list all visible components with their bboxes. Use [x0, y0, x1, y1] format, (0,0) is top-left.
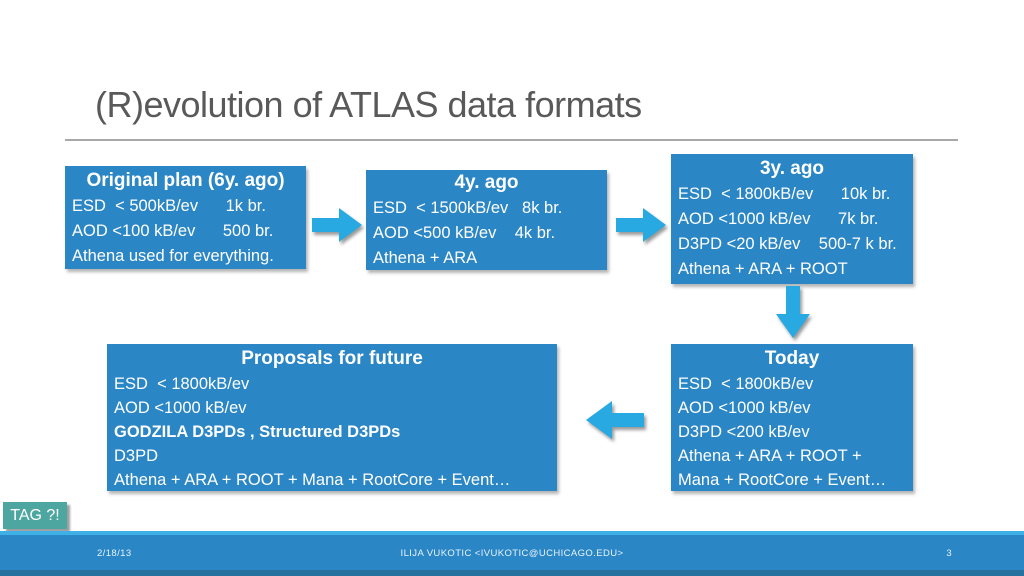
box-proposals-line: AOD <1000 kB/ev	[114, 399, 247, 417]
footer-date: 2/18/13	[97, 548, 132, 559]
title-underline	[65, 139, 958, 141]
box-today-line: Mana + RootCore + Event…	[678, 471, 887, 489]
box-three-years-ago-line: Athena + ARA + ROOT	[678, 260, 848, 278]
box-original-plan-title: Original plan (6y. ago)	[86, 170, 285, 191]
arrow-right-icon	[312, 205, 362, 245]
box-three-years-ago-title: 3y. ago	[759, 158, 825, 179]
box-three-years-ago	[671, 154, 913, 284]
footer-page-number: 3	[946, 548, 952, 559]
arrow-right-icon	[616, 205, 666, 245]
box-original-plan	[65, 166, 306, 269]
box-today-line: AOD <1000 kB/ev	[678, 399, 811, 417]
box-original-plan-line: Athena used for everything.	[72, 247, 274, 265]
box-proposals-line: Athena + ARA + ROOT + Mana + RootCore + Event…	[114, 471, 511, 489]
box-today-line: Athena + ARA + ROOT +	[678, 447, 862, 465]
box-proposals-for-future	[107, 344, 557, 491]
box-four-years-ago-line: ESD < 1500kB/ev 8k br.	[373, 199, 563, 217]
box-proposals-line: D3PD	[114, 447, 159, 465]
box-three-years-ago-line: ESD < 1800kB/ev 10k br.	[678, 185, 891, 203]
page-title: (R)evolution of ATLAS data formats	[95, 84, 642, 125]
box-today-line: D3PD <200 kB/ev	[678, 423, 810, 441]
box-proposals-line: GODZILA D3PDs , Structured D3PDs	[114, 423, 401, 441]
box-three-years-ago-line: AOD <1000 kB/ev 7k br.	[678, 210, 879, 228]
footer-bar	[0, 535, 1024, 570]
box-original-plan-line: AOD <100 kB/ev 500 br.	[72, 222, 274, 240]
arrow-left-icon	[586, 397, 644, 443]
tag-badge: TAG ?!	[3, 502, 67, 529]
footer-author: ILIJA VUKOTIC <IVUKOTIC@UCHICAGO.EDU>	[400, 548, 624, 559]
box-today-line: ESD < 1800kB/ev	[678, 375, 814, 393]
footer-bottom-strip	[0, 570, 1024, 576]
box-four-years-ago	[366, 170, 607, 270]
box-proposals-title: Proposals for future	[241, 348, 423, 369]
box-four-years-ago-line: Athena + ARA	[373, 249, 478, 267]
box-today-title: Today	[764, 348, 820, 369]
box-proposals-line: ESD < 1800kB/ev	[114, 375, 250, 393]
box-four-years-ago-title: 4y. ago	[454, 172, 519, 193]
box-today	[671, 344, 913, 491]
box-four-years-ago-line: AOD <500 kB/ev 4k br.	[373, 224, 556, 242]
box-three-years-ago-line: D3PD <20 kB/ev 500-7 k br.	[678, 235, 897, 253]
arrow-down-icon	[773, 286, 813, 338]
box-original-plan-line: ESD < 500kB/ev 1k br.	[72, 197, 266, 215]
